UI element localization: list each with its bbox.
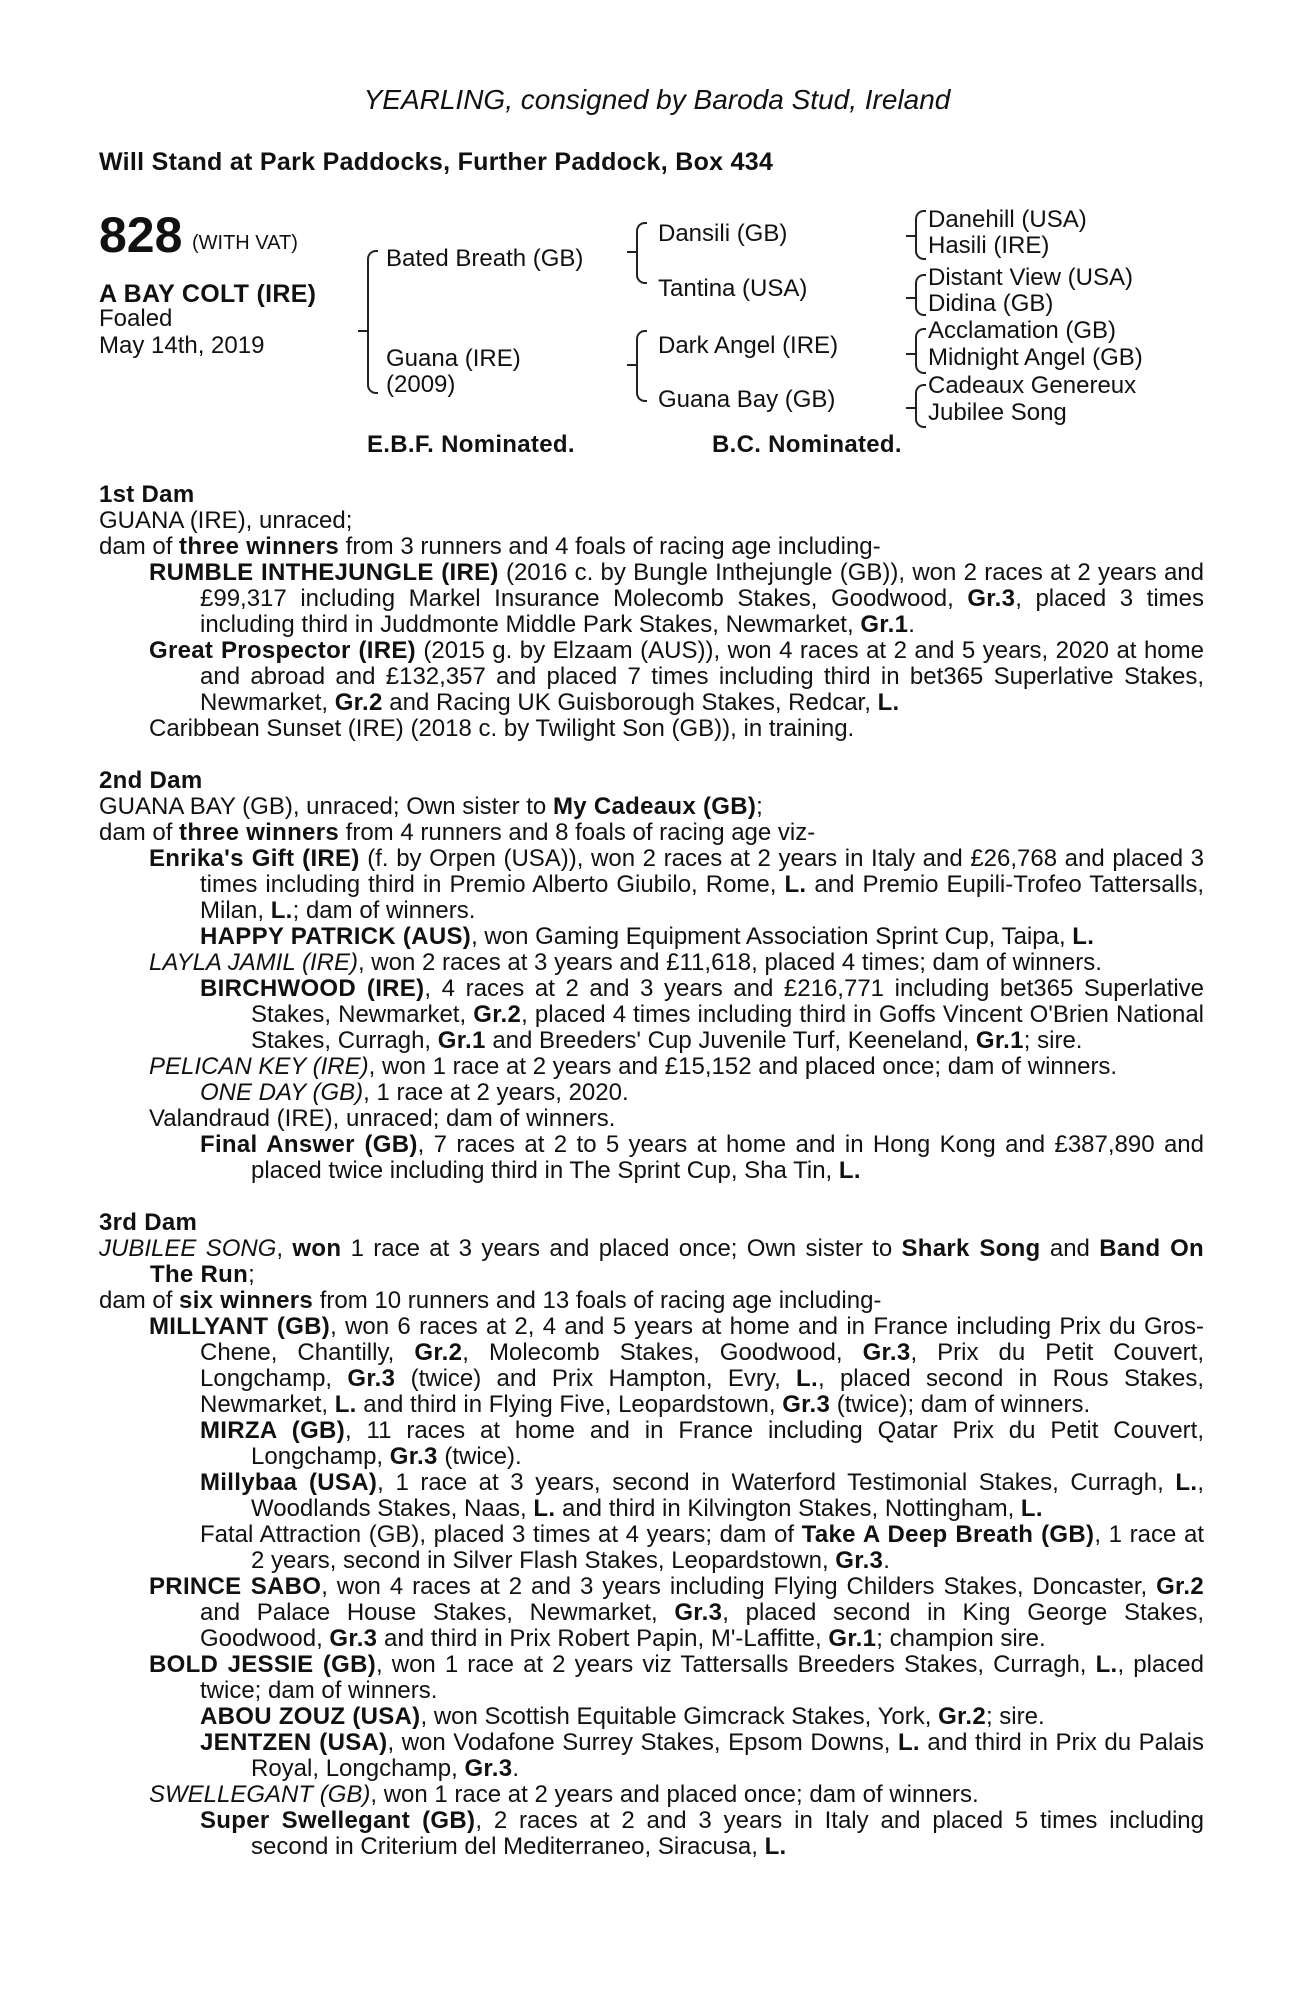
foaled-date: May 14th, 2019	[99, 332, 265, 359]
bracket-g3	[915, 274, 926, 300]
bracket-g8	[915, 408, 926, 428]
second-dam-heading: 2nd Dam	[99, 767, 203, 794]
first-dam-winners: three winners	[179, 533, 339, 560]
bracket-ds-top	[636, 330, 647, 367]
third-dam-entry-fatal-attraction: Fatal Attraction (GB), placed 3 times at 4 years; dam of Take A Deep Breath (GB), 1 race at 2 years, second in Silver Flash Stakes, Leopardstown, Gr.3.	[200, 1521, 1204, 1574]
bracket-ss-top	[636, 222, 647, 254]
third-dam-entry-super-swellegant: Super Swellegant (GB), 2 races at 2 and 3 years in Italy and placed 5 times including second in Criterium del Mediterraneo, Siracusa, L.	[200, 1807, 1204, 1860]
first-dam-produce-line	[99, 534, 1204, 560]
second-dam-entry-3: LAYLA JAMIL (IRE), won 2 races at 3 years and £11,618, placed 4 times; dam of winners.	[149, 949, 1102, 976]
bracket-dam-bottom	[367, 332, 378, 394]
first-dam-entry-3: Caribbean Sunset (IRE) (2018 c. by Twilight Son (GB)), in training.	[149, 715, 855, 742]
ggp-1: Danehill (USA)	[928, 206, 1087, 233]
bracket-sire-tip	[358, 330, 367, 332]
ggp-4: Didina (GB)	[928, 290, 1054, 317]
ggp-8: Jubilee Song	[928, 399, 1067, 426]
lot-number: 828	[99, 207, 183, 263]
first-dam-section	[99, 482, 1204, 742]
stand-line: Will Stand at Park Paddocks, Further Paddock, Box 434	[99, 148, 774, 176]
bc-nominated: B.C. Nominated.	[712, 431, 902, 458]
ggp-6: Midnight Angel (GB)	[928, 344, 1143, 371]
dam-year: (2009)	[386, 371, 456, 398]
third-dam-entry-jentzen: JENTZEN (USA), won Vodafone Surrey Stakes, Epsom Downs, L. and third in Prix du Palais Royal, Longchamp, Gr.3.	[200, 1729, 1205, 1782]
third-dam-entry-prince-sabo: PRINCE SABO, won 4 races at 2 and 3 years including Flying Childers Stakes, Doncaster, Gr.2 and Palace House Stakes, Newmarket, Gr.3, placed second in King George Stakes, Goodwood, Gr.3 and third in Prix Robert Papin, M'-Laffitte, Gr.1; champion sire.	[149, 1573, 1204, 1652]
third-dam-entry-abou-zouz: ABOU ZOUZ (USA), won Scottish Equitable Gimcrack Stakes, York, Gr.2; sire.	[200, 1703, 1045, 1730]
bracket-g2	[915, 236, 926, 260]
third-dam-line-2: dam of six winners from 10 runners and 13 foals of racing age including-	[99, 1287, 882, 1314]
third-dam-entry-bold-jessie: BOLD JESSIE (GB), won 1 race at 2 years viz Tattersalls Breeders Stakes, Curragh, L., placed twice; dam of winners.	[149, 1651, 1204, 1704]
sire-sire-name: Dansili (GB)	[658, 220, 788, 247]
bracket-g1-tip	[906, 235, 915, 237]
bracket-g6	[915, 354, 926, 374]
third-dam-section	[99, 1210, 1204, 1860]
ebf-nominated: E.B.F. Nominated.	[367, 431, 575, 458]
sire-dam-name: Tantina (USA)	[658, 275, 808, 302]
third-dam-entry-mirza: MIRZA (GB), 11 races at home and in France including Qatar Prix du Petit Couvert, Longchamp, Gr.3 (twice).	[200, 1417, 1204, 1470]
lot-vat: (WITH VAT)	[192, 232, 298, 254]
second-dam-entry-8: Final Answer (GB), 7 races at 2 to 5 years at home and in Hong Kong and £387,890 and placed twice including third in The Sprint Cup, Sha Tin, L.	[200, 1131, 1204, 1184]
dam-name: Guana (IRE)	[386, 345, 521, 372]
third-dam-heading: 3rd Dam	[99, 1209, 198, 1236]
dam-sire-name: Dark Angel (IRE)	[658, 332, 839, 359]
third-dam-entry-swellegant: SWELLEGANT (GB), won 1 race at 2 years and placed once; dam of winners.	[149, 1781, 979, 1808]
bracket-g3-tip	[906, 297, 915, 299]
first-dam-produce-text: from 3 runners and 4 foals of racing age including-	[339, 533, 881, 560]
consignment-line: YEARLING, consigned by Baroda Stud, Ireland	[363, 84, 951, 115]
sire-name: Bated Breath (GB)	[386, 245, 584, 272]
lot-name: A BAY COLT (IRE)	[99, 280, 317, 308]
second-dam-entry-7: Valandraud (IRE), unraced; dam of winners.	[149, 1105, 616, 1132]
bracket-ds-tip	[627, 364, 636, 366]
foaled-label: Foaled	[99, 305, 173, 332]
bracket-g7-tip	[906, 407, 915, 409]
dam-dam-name: Guana Bay (GB)	[658, 386, 836, 413]
bracket-g4	[915, 298, 926, 316]
third-dam-entry-millybaa: Millybaa (USA), 1 race at 3 years, second in Waterford Testimonial Stakes, Curragh, L., Woodlands Stakes, Naas, L. and third in Kilvington Stakes, Nottingham, L.	[200, 1469, 1204, 1522]
third-dam-entry-millyant: MILLYANT (GB), won 6 races at 2, 4 and 5 years at home and in France including Prix du Gros-Chene, Chantilly, Gr.2, Molecomb Stakes, Goodwood, Gr.3, Prix du Petit Couvert, Longchamp, Gr.3 (twice) and Prix Hampton, Evry, L., placed second in Rous Stakes, Newmarket, L. and third in Flying Five, Leopardstown, Gr.3 (twice); dam of winners.	[149, 1313, 1204, 1418]
bracket-g5	[915, 328, 926, 356]
catalogue-body	[99, 482, 1204, 1860]
bracket-sire-top	[367, 250, 378, 334]
bracket-g5-tip	[906, 353, 915, 355]
second-dam-line-2: dam of three winners from 4 runners and 8 foals of racing age viz-	[99, 819, 816, 846]
ggp-2: Hasili (IRE)	[928, 232, 1050, 259]
first-dam-line: GUANA (IRE), unraced;	[99, 507, 353, 534]
first-dam-entry-1: RUMBLE INTHEJUNGLE (IRE) (2016 c. by Bungle Inthejungle (GB)), won 2 races at 2 years and £99,317 including Markel Insurance Molecomb Stakes, Goodwood, Gr.3, placed 3 times including third in Juddmonte Middle Park Stakes, Newmarket, Gr.1.	[149, 559, 1204, 638]
bracket-ss-tip	[627, 251, 636, 253]
second-dam-line-1: GUANA BAY (GB), unraced; Own sister to My Cadeaux (GB);	[99, 793, 763, 820]
second-dam-entry-5: PELICAN KEY (IRE), won 1 race at 2 years and £15,152 and placed once; dam of winners.	[149, 1053, 1118, 1080]
bracket-sd-bottom	[636, 252, 647, 284]
ggp-5: Acclamation (GB)	[928, 317, 1117, 344]
bracket-g7	[915, 384, 926, 410]
second-dam-entry-6: ONE DAY (GB), 1 race at 2 years, 2020.	[200, 1079, 629, 1106]
ggp-7: Cadeaux Genereux	[928, 372, 1137, 399]
second-dam-entry-1: Enrika's Gift (IRE) (f. by Orpen (USA)), won 2 races at 2 years in Italy and £26,768 and placed 3 times including third in Premio Alberto Giubilo, Rome, L. and Premio Eupili-Trofeo Tattersalls, Milan, L.; dam of winners.	[149, 845, 1204, 924]
first-dam-produce-text: dam of	[99, 533, 180, 560]
first-dam-entry-2: Great Prospector (IRE) (2015 g. by Elzaam (AUS)), won 4 races at 2 and 5 years, 2020 at home and abroad and £132,357 and placed 7 times including third in bet365 Superlative Stakes, Newmarket, Gr.2 and Racing UK Guisborough Stakes, Redcar, L.	[149, 637, 1204, 716]
bracket-g1	[915, 210, 926, 238]
bracket-dd-bottom	[636, 365, 647, 402]
second-dam-entry-4: BIRCHWOOD (IRE), 4 races at 2 and 3 years and £216,771 including bet365 Superlative Stakes, Newmarket, Gr.2, placed 4 times including third in Goffs Vincent O'Brien National Stakes, Curragh, Gr.1 and Breeders' Cup Juvenile Turf, Keeneland, Gr.1; sire.	[200, 975, 1204, 1054]
third-dam-line-1: JUBILEE SONG, won 1 race at 3 years and placed once; Own sister to Shark Song and Band On The Run;	[99, 1235, 1204, 1288]
first-dam-heading: 1st Dam	[99, 481, 195, 508]
second-dam-section	[99, 768, 1204, 1184]
second-dam-entry-2: HAPPY PATRICK (AUS), won Gaming Equipment Association Sprint Cup, Taipa, L.	[200, 923, 1095, 950]
ggp-3: Distant View (USA)	[928, 264, 1133, 291]
